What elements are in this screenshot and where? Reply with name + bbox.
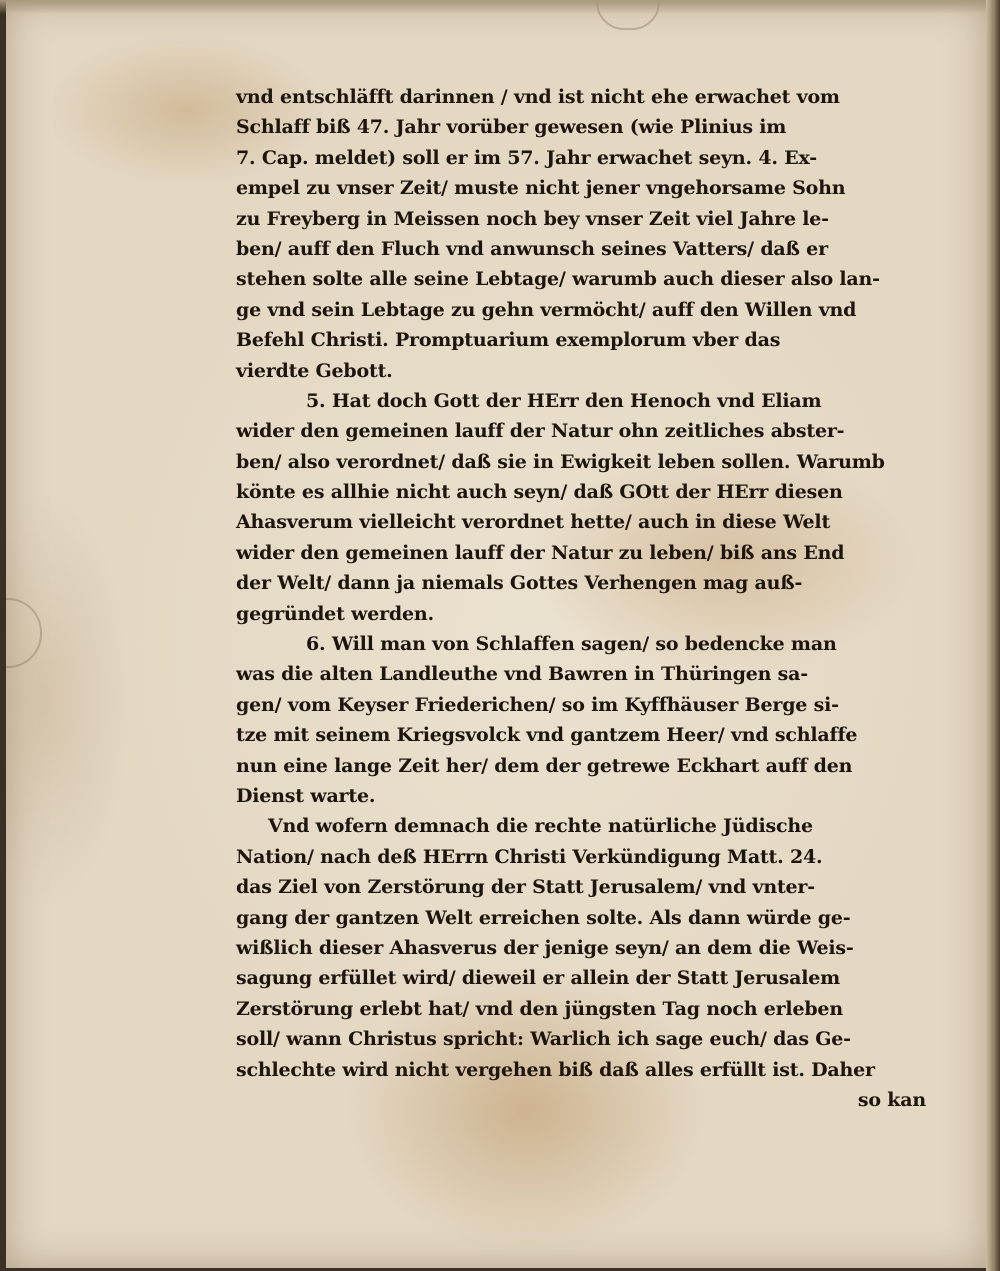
- text-line: wißlich dieser Ahasverus der jenige seyn/ an dem die Weis-: [236, 936, 854, 959]
- text-line: stehen solte alle seine Lebtage/ warumb auch dieser also lan-: [236, 268, 880, 291]
- text-line: wider den gemeinen lauff der Natur ohn zeitliches abster-: [236, 420, 845, 443]
- text-line: schlechte wird nicht vergehen biß daß alles erfüllt ist. Daher: [236, 1058, 875, 1081]
- book-page: [6, 0, 986, 1268]
- page-text-block: [236, 82, 926, 1115]
- text-line: Nation/ nach deß HErrn Christi Verkündigung Matt. 24.: [236, 845, 823, 868]
- page-right-edge: [986, 0, 1000, 1271]
- text-line: zu Freyberg in Meissen noch bey vnser Zeit viel Jahre le-: [236, 207, 829, 230]
- text-line: der Welt/ dann ja niemals Gottes Verhengen mag auß-: [236, 572, 803, 595]
- text-line: 7. Cap. meldet) soll er im 57. Jahr erwachet seyn. 4. Ex-: [236, 146, 817, 169]
- text-line: tze mit seinem Kriegsvolck vnd gantzem Heer/ vnd schlaffe: [236, 724, 858, 747]
- text-line: vierdte Gebott.: [236, 359, 393, 382]
- text-line: empel zu vnser Zeit/ muste nicht jener vngehorsame Sohn: [236, 177, 846, 200]
- text-line: könte es allhie nicht auch seyn/ daß GOtt der HErr diesen: [236, 481, 843, 504]
- text-line: vnd entschläfft darinnen / vnd ist nicht ehe erwachet vom: [236, 86, 840, 108]
- text-line: Zerstörung erlebt hat/ vnd den jüngsten Tag noch erleben: [236, 997, 843, 1020]
- text-line: soll/ wann Christus spricht: Warlich ich sage euch/ das Ge-: [236, 1028, 851, 1051]
- paragraph-5-start: 5. Hat doch Gott der HErr den Henoch vnd Eliam: [306, 389, 822, 412]
- text-line: gang der gantzen Welt erreichen solte. Als dann würde ge-: [236, 906, 851, 929]
- text-line: gen/ vom Keyser Friederichen/ so im Kyffhäuser Berge si-: [236, 693, 839, 716]
- paragraph-6-start: 6. Will man von Schlaffen sagen/ so bedencke man: [306, 633, 837, 656]
- text-line: ben/ auff den Fluch vnd anwunsch seines Vatters/ daß er: [236, 237, 828, 260]
- text-line: sagung erfüllet wird/ dieweil er allein der Statt Jerusalem: [236, 967, 841, 990]
- text-line: ben/ also verordnet/ daß sie in Ewigkeit leben sollen. Warumb: [236, 450, 885, 473]
- text-line: ge vnd sein Lebtage zu gehn vermöcht/ auff den Willen vnd: [236, 298, 857, 321]
- text-line: das Ziel von Zerstörung der Statt Jerusalem/ vnd vnter-: [236, 876, 815, 899]
- text-line: Dienst warte.: [236, 784, 376, 807]
- page-top-edge: [0, 0, 1000, 14]
- catchword: so kan: [857, 1088, 926, 1111]
- text-line: was die alten Landleuthe vnd Bawren in Thüringen sa-: [236, 663, 808, 686]
- text-line: nun eine lange Zeit her/ dem der getrewe Eckhart auff den: [236, 754, 853, 777]
- page-clip-mark: [6, 598, 42, 668]
- paragraph-7-start: Vnd wofern demnach die rechte natürliche Jüdische: [268, 815, 813, 838]
- text-line: Ahasverum vielleicht verordnet hette/ auch in diese Welt: [236, 511, 831, 534]
- text-line: Schlaff biß 47. Jahr vorüber gewesen (wie Plinius im: [236, 116, 787, 139]
- text-line: wider den gemeinen lauff der Natur zu leben/ biß ans End: [236, 541, 845, 564]
- text-line: Befehl Christi. Promptuarium exemplorum vber das: [236, 329, 781, 352]
- text-line: gegründet werden.: [236, 602, 434, 625]
